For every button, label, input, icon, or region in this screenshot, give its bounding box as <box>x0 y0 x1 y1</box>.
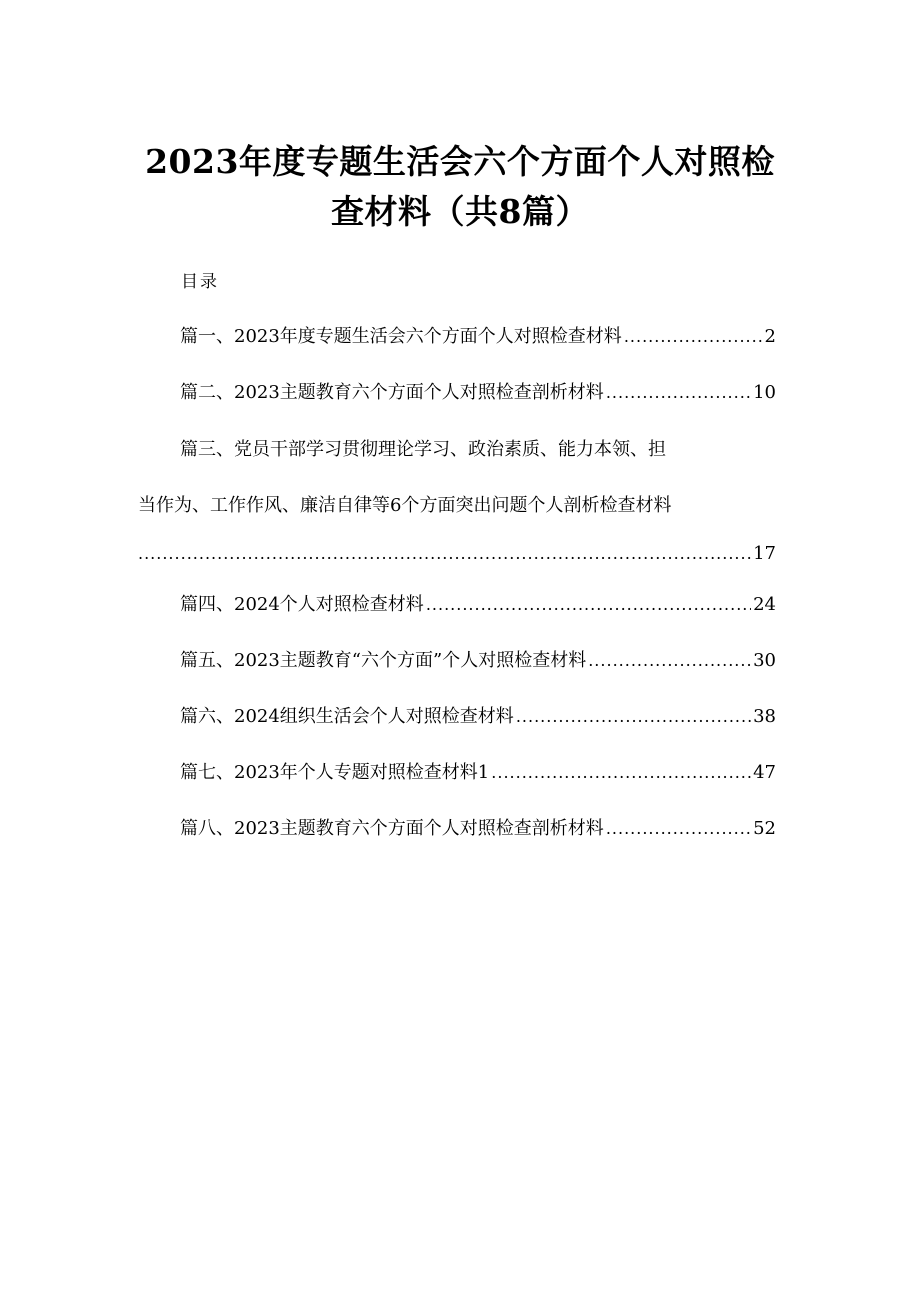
toc-entry-label: 篇七、2023年个人专题对照检查材料1 <box>180 762 490 783</box>
toc-entry-7[interactable] <box>180 760 776 786</box>
toc-entry-5[interactable] <box>180 648 776 674</box>
toc-leader-dots <box>426 592 751 618</box>
toc-leader-dots <box>606 380 751 406</box>
toc-entry-8[interactable] <box>180 816 776 842</box>
toc-entry-label: 篇四、2024个人对照检查材料 <box>180 594 424 615</box>
toc-leader-dots <box>516 704 751 730</box>
toc-entry-label: 篇一、2023年度专题生活会六个方面个人对照检查材料 <box>180 326 622 347</box>
toc-leader-dots <box>624 324 763 350</box>
toc-entry-label: 篇五、2023主题教育“六个方面”个人对照检查材料 <box>180 650 587 671</box>
toc-page-number: 10 <box>753 382 776 403</box>
toc-page-number: 38 <box>753 706 776 727</box>
toc-entry-6[interactable] <box>180 704 776 730</box>
toc-entry-label: 篇二、2023主题教育六个方面个人对照检查剖析材料 <box>180 382 604 403</box>
toc-entry-leader-line <box>138 541 776 567</box>
toc-leader-dots <box>588 648 751 674</box>
document-title-line-1: 2023年度专题生活会六个方面个人对照检 <box>145 142 775 181</box>
toc-heading: 目录 <box>181 272 219 292</box>
toc-page-number: 47 <box>753 762 776 783</box>
toc-page-number: 52 <box>753 818 776 839</box>
toc-entry-label: 篇六、2024组织生活会个人对照检查材料 <box>180 706 514 727</box>
document-title-line-2: 查材料（共8篇） <box>331 192 589 231</box>
toc-page-number: 30 <box>753 650 776 671</box>
toc-entry-4[interactable] <box>180 592 776 618</box>
toc-page-number: 2 <box>764 326 776 347</box>
toc-entry-label-line-1: 篇三、党员干部学习贯彻理论学习、政治素质、能力本领、担 <box>180 439 666 460</box>
toc-leader-dots <box>606 816 751 842</box>
toc-page-number: 24 <box>753 594 776 615</box>
toc-leader-dots <box>138 541 751 567</box>
toc-page-number: 17 <box>753 543 776 564</box>
toc-entry-2[interactable] <box>180 380 776 406</box>
toc-entry-label-line-2: 当作为、工作作风、廉洁自律等6个方面突出问题个人剖析检查材料 <box>138 495 672 516</box>
toc-leader-dots <box>491 760 751 786</box>
toc-entry-1[interactable] <box>180 324 776 350</box>
toc-entry-label: 篇八、2023主题教育六个方面个人对照检查剖析材料 <box>180 818 604 839</box>
